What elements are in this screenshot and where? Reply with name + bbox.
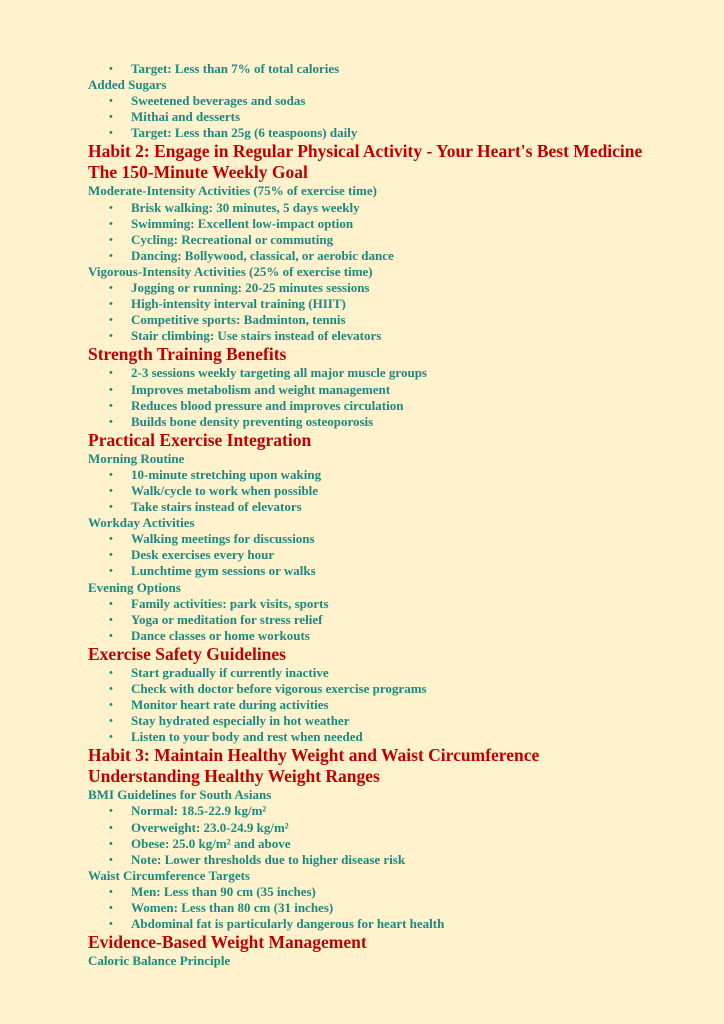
list-item-text: Abdominal fat is particularly dangerous for heart health: [131, 916, 445, 932]
bullet-icon: •: [109, 501, 113, 514]
list-item: [88, 547, 724, 563]
list-item-text: Jogging or running: 20-25 minutes sessions: [131, 280, 370, 296]
bullet-list: [88, 665, 724, 745]
section-heading-habit-3-maintain-healthy-weight-and-wais: Habit 3: Maintain Healthy Weight and Waist Circumference: [88, 745, 540, 766]
list-item-text: Lunchtime gym sessions or walks: [131, 563, 316, 579]
subsection-heading-understanding-healthy-weight-ranges: Understanding Healthy Weight Ranges: [88, 766, 380, 787]
list-item: [88, 884, 724, 900]
bullet-icon: •: [109, 918, 113, 931]
bullet-icon: •: [109, 468, 113, 481]
bullet-list: [88, 280, 724, 344]
bullet-icon: •: [109, 298, 113, 311]
list-item: [88, 900, 724, 916]
list-item: [88, 382, 724, 398]
bullet-icon: •: [109, 201, 113, 214]
bullet-icon: •: [109, 484, 113, 497]
bullet-icon: •: [109, 565, 113, 578]
bullet-list: [88, 884, 724, 932]
list-item-text: Take stairs instead of elevators: [131, 499, 302, 515]
bullet-icon: •: [109, 666, 113, 679]
bullet-list: [88, 365, 724, 429]
bullet-icon: •: [109, 282, 113, 295]
list-item: [88, 248, 724, 264]
list-item: [88, 312, 724, 328]
list-item-text: Brisk walking: 30 minutes, 5 days weekly: [131, 199, 360, 215]
category-label-caloric-balance-principle: Caloric Balance Principle: [88, 953, 231, 969]
bullet-icon: •: [109, 549, 113, 562]
bullet-icon: •: [109, 233, 113, 246]
list-item-text: Dance classes or home workouts: [131, 627, 310, 643]
list-item: [88, 232, 724, 248]
category-label-added-sugars: Added Sugars: [88, 77, 167, 93]
bullet-icon: •: [109, 330, 113, 343]
bullet-icon: •: [109, 699, 113, 712]
list-item: [88, 61, 724, 77]
list-item: [88, 729, 724, 745]
list-item-text: Desk exercises every hour: [131, 547, 275, 563]
bullet-icon: •: [109, 127, 113, 140]
bullet-list: [88, 61, 724, 77]
bullet-list: [88, 596, 724, 644]
bullet-icon: •: [109, 314, 113, 327]
bullet-icon: •: [109, 217, 113, 230]
list-item-text: Stay hydrated especially in hot weather: [131, 713, 350, 729]
list-item-text: Check with doctor before vigorous exercise programs: [131, 681, 427, 696]
list-item: [88, 820, 724, 836]
list-item: [88, 280, 724, 296]
category-label-morning-routine: Morning Routine: [88, 450, 185, 466]
bullet-icon: •: [109, 885, 113, 898]
list-item: [88, 398, 724, 414]
list-item-text: Sweetened beverages and sodas: [131, 93, 306, 109]
bullet-icon: •: [109, 111, 113, 124]
list-item: [88, 125, 724, 141]
list-item: [88, 414, 724, 430]
list-item-text: Builds bone density preventing osteoporosis: [131, 413, 374, 429]
category-label-vigorous-intensity-activities-25-of-exer: Vigorous-Intensity Activities (25% of exercise time): [88, 263, 373, 279]
list-item-text: Normal: 18.5-22.9 kg/m²: [131, 803, 267, 819]
bullet-icon: •: [109, 383, 113, 396]
bullet-icon: •: [109, 399, 113, 412]
list-item-text: Dancing: Bollywood, classical, or aerobic dance: [131, 247, 394, 263]
bullet-icon: •: [109, 629, 113, 642]
bullet-list: [88, 93, 724, 141]
bullet-icon: •: [109, 415, 113, 428]
list-item-text: 2-3 sessions weekly targeting all major muscle groups: [131, 365, 427, 381]
list-item: [88, 296, 724, 312]
list-item: [88, 483, 724, 499]
bullet-icon: •: [109, 533, 113, 546]
category-label-bmi-guidelines-for-south-asians: BMI Guidelines for South Asians: [88, 787, 272, 803]
bullet-icon: •: [109, 683, 113, 695]
bullet-icon: •: [109, 902, 113, 915]
subsection-heading-strength-training-benefits: Strength Training Benefits: [88, 344, 287, 365]
list-item: [88, 612, 724, 628]
list-item-text: Listen to your body and rest when needed: [131, 729, 363, 745]
list-item: [88, 916, 724, 932]
subsection-heading-the-150-minute-weekly-goal: The 150-Minute Weekly Goal: [88, 162, 308, 183]
category-label-moderate-intensity-activities-75-of-exer: Moderate-Intensity Activities (75% of exercise time): [88, 183, 377, 199]
list-item-text: Stair climbing: Use stairs instead of elevators: [131, 328, 382, 344]
list-item: [88, 713, 724, 729]
list-item: [88, 665, 724, 681]
list-item-text: Note: Lower thresholds due to higher disease risk: [131, 851, 406, 867]
list-item-text: Target: Less than 7% of total calories: [131, 61, 340, 76]
bullet-icon: •: [109, 715, 113, 728]
list-item: [88, 681, 724, 697]
subsection-heading-practical-exercise-integration: Practical Exercise Integration: [88, 429, 312, 450]
list-item-text: Competitive sports: Badminton, tennis: [131, 312, 346, 328]
list-item-text: Reduces blood pressure and improves circulation: [131, 397, 404, 413]
list-item: [88, 109, 724, 125]
list-item-text: 10-minute stretching upon waking: [131, 466, 322, 482]
list-item: [88, 803, 724, 819]
list-item: [88, 499, 724, 515]
bullet-list: [88, 803, 724, 867]
list-item: [88, 216, 724, 232]
bullet-icon: •: [109, 853, 113, 866]
category-label-evening-options: Evening Options: [88, 579, 181, 595]
list-item-text: High-intensity interval training (HIIT): [131, 296, 346, 312]
list-item: [88, 836, 724, 852]
list-item-text: Walking meetings for discussions: [131, 531, 315, 547]
list-item: [88, 596, 724, 612]
bullet-icon: •: [109, 821, 113, 834]
list-item: [88, 328, 724, 344]
list-item-text: Yoga or meditation for stress relief: [131, 611, 323, 627]
bullet-list: [88, 531, 724, 579]
subsection-heading-exercise-safety-guidelines: Exercise Safety Guidelines: [88, 643, 286, 664]
list-item: [88, 852, 724, 868]
bullet-icon: •: [109, 367, 113, 380]
bullet-icon: •: [109, 95, 113, 108]
category-label-workday-activities: Workday Activities: [88, 515, 195, 531]
list-item: [88, 200, 724, 216]
list-item-text: Walk/cycle to work when possible: [131, 482, 319, 498]
list-item: [88, 697, 724, 713]
list-item-text: Women: Less than 80 cm (31 inches): [131, 900, 334, 916]
list-item-text: Mithai and desserts: [131, 109, 241, 125]
bullet-icon: •: [109, 805, 113, 818]
subsection-heading-evidence-based-weight-management: Evidence-Based Weight Management: [88, 932, 367, 953]
list-item: [88, 563, 724, 579]
list-item-text: Monitor heart rate during activities: [131, 697, 329, 713]
bullet-icon: •: [109, 249, 113, 262]
list-item: [88, 93, 724, 109]
list-item-text: Start gradually if currently inactive: [131, 664, 329, 680]
category-label-waist-circumference-targets: Waist Circumference Targets: [88, 867, 250, 883]
bullet-icon: •: [109, 731, 113, 744]
list-item: [88, 628, 724, 644]
list-item: [88, 467, 724, 483]
list-item-text: Obese: 25.0 kg/m² and above: [131, 835, 291, 851]
list-item-text: Overweight: 23.0-24.9 kg/m²: [131, 819, 289, 835]
bullet-icon: •: [109, 597, 113, 610]
list-item: [88, 365, 724, 381]
bullet-list: [88, 467, 724, 515]
list-item-text: Men: Less than 90 cm (35 inches): [131, 883, 316, 899]
list-item: [88, 531, 724, 547]
list-item-text: Cycling: Recreational or commuting: [131, 231, 334, 247]
bullet-list: [88, 200, 724, 264]
list-item-text: Improves metabolism and weight management: [131, 381, 391, 397]
bullet-icon: •: [109, 837, 113, 850]
bullet-icon: •: [109, 63, 113, 75]
list-item-text: Family activities: park visits, sports: [131, 595, 329, 611]
section-heading-habit-2-engage-in-regular-physical-activ: Habit 2: Engage in Regular Physical Activity - Your Heart's Best Medicine: [88, 141, 643, 162]
list-item-text: Swimming: Excellent low-impact option: [131, 215, 354, 231]
list-item-text: Target: Less than 25g (6 teaspoons) daily: [131, 125, 358, 141]
bullet-icon: •: [109, 613, 113, 626]
